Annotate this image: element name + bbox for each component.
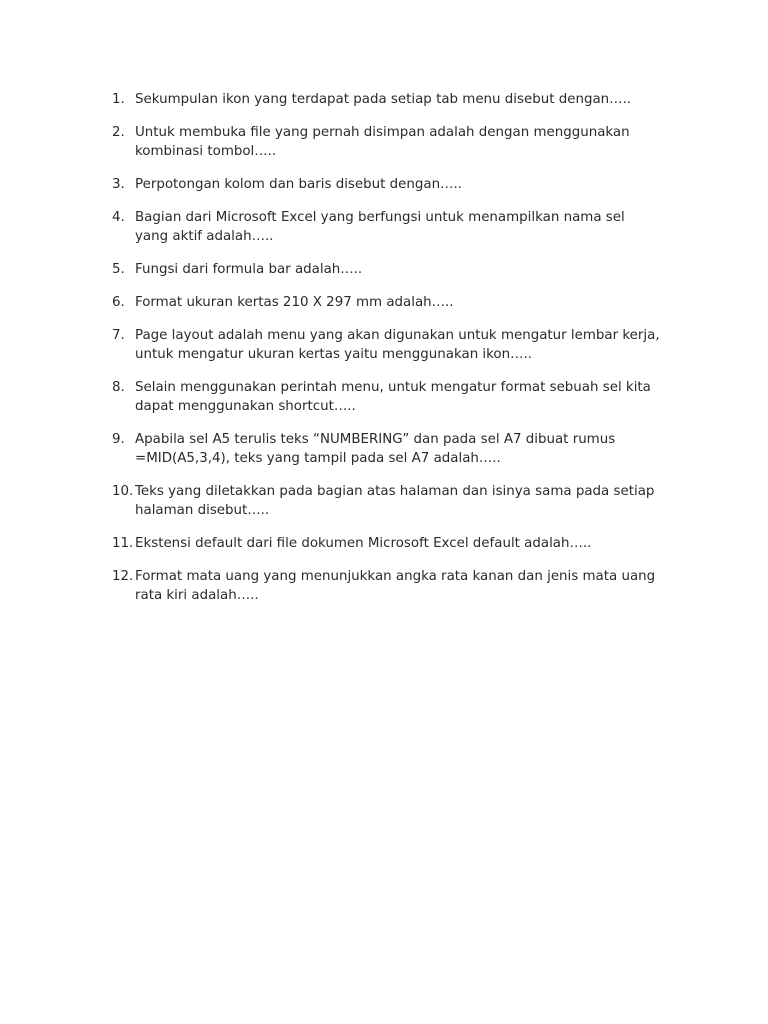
question-number: 8.	[112, 380, 125, 395]
list-item	[112, 326, 692, 364]
list-item	[112, 90, 692, 109]
question-text: Sekumpulan ikon yang terdapat pada setiap tab menu disebut dengan…..	[135, 92, 632, 107]
question-text: Page layout adalah menu yang akan digunakan untuk mengatur lembar kerja, untuk mengatur ukuran kertas yaitu menggunakan ikon…..	[135, 328, 660, 362]
question-number: 10.	[112, 484, 134, 499]
list-item	[112, 430, 692, 468]
question-number: 11.	[112, 536, 134, 551]
list-item	[112, 293, 692, 312]
list-item	[112, 208, 692, 246]
question-number: 1.	[112, 92, 125, 107]
question-text: Fungsi dari formula bar adalah…..	[135, 262, 363, 277]
list-item	[112, 482, 692, 520]
question-list	[112, 90, 692, 619]
list-item	[112, 567, 692, 605]
question-number: 2.	[112, 125, 125, 140]
question-text: Apabila sel A5 terulis teks “NUMBERING” dan pada sel A7 dibuat rumus =MID(A5,3,4), teks yang tampil pada sel A7 adalah…..	[135, 432, 616, 466]
list-item	[112, 260, 692, 279]
question-text: Bagian dari Microsoft Excel yang berfungsi untuk menampilkan nama sel yang aktif adalah…..	[135, 210, 625, 244]
question-number: 12.	[112, 569, 134, 584]
question-text: Perpotongan kolom dan baris disebut dengan…..	[135, 177, 462, 192]
list-item	[112, 175, 692, 194]
question-number: 5.	[112, 262, 125, 277]
question-number: 7.	[112, 328, 125, 343]
question-number: 9.	[112, 432, 125, 447]
question-number: 6.	[112, 295, 125, 310]
list-item	[112, 534, 692, 553]
list-item	[112, 378, 692, 416]
question-text: Format mata uang yang menunjukkan angka rata kanan dan jenis mata uang rata kiri adalah…..	[135, 569, 656, 603]
list-item	[112, 123, 692, 161]
question-number: 4.	[112, 210, 125, 225]
question-text: Untuk membuka file yang pernah disimpan adalah dengan menggunakan kombinasi tombol…..	[135, 125, 630, 159]
question-text: Teks yang diletakkan pada bagian atas halaman dan isinya sama pada setiap halaman disebut…..	[135, 484, 655, 518]
question-text: Format ukuran kertas 210 X 297 mm adalah…..	[135, 295, 454, 310]
question-number: 3.	[112, 177, 125, 192]
question-text: Ekstensi default dari file dokumen Microsoft Excel default adalah…..	[135, 536, 592, 551]
question-text: Selain menggunakan perintah menu, untuk mengatur format sebuah sel kita dapat menggunakan shortcut…..	[135, 380, 651, 414]
